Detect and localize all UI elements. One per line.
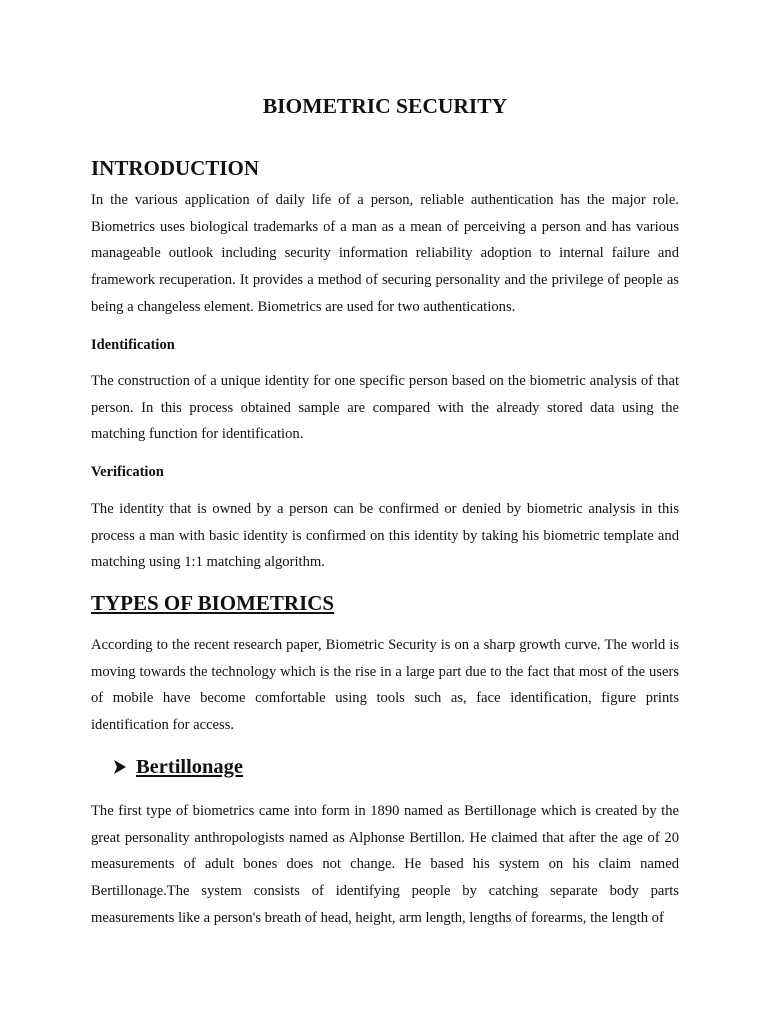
bertillonage-heading: Bertillonage [136,756,244,778]
bertillonage-paragraph: The first type of biometrics came into form in 1890 named as Bertillonage which is created by the great personality anthropologists named as Alphonse Bertillon. He claimed that after the age of 20 measurements of adult bones does not change. He based his system on his claim named Bertillonage.The system consists of identifying people by catching separate body parts measurements like a person's breath of head, height, arm length, lengths of forearms, the length of [91,803,679,926]
introduction-paragraph: In the various application of daily life of a person, reliable authentication has the major role. Biometrics uses biological trademarks of a man as a mean of perceiving a person and has various manageable outlook including security information reliability adoption to internal failure and framework recuperation. It provides a method of securing personality and the privilege of people as being a changeless element. Biometrics are used for two authentications. [91,192,679,315]
verification-paragraph: The identity that is owned by a person can be confirmed or denied by biometric analysis in this process a man with basic identity is confirmed on this identity by taking his biometric template and matching using 1:1 matching algorithm. [91,501,679,571]
types-paragraph: According to the recent research paper, Biometric Security is on a sharp growth curve. The world is moving towards the technology which is the rise in a large part due to the fact that most of the users of mobile have become comfortable using tools such as, face identification, figure prints identification for access. [91,637,679,734]
bertillonage-bullet [113,753,243,781]
types-heading: TYPES OF BIOMETRICS [91,591,335,615]
document-title: BIOMETRIC SECURITY [262,94,508,118]
identification-paragraph: The construction of a unique identity for one specific person based on the biometric analysis of that person. In this process obtained sample are compared with the already stored data using the matching function for identification. [91,373,679,443]
verification-heading: Verification [91,464,164,480]
identification-heading: Identification [91,337,175,353]
arrow-bullet-icon [113,759,127,775]
introduction-heading: INTRODUCTION [91,156,260,180]
